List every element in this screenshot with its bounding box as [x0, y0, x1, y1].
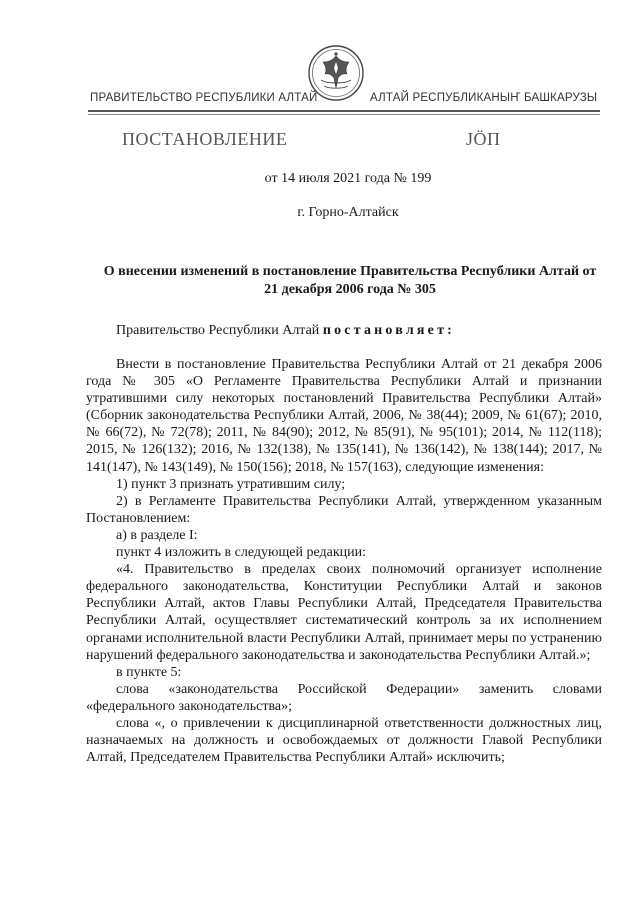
preamble — [116, 323, 455, 339]
header-divider — [88, 110, 600, 112]
government-name-russian: ПРАВИТЕЛЬСТВО РЕСПУБЛИКИ АЛТАЙ — [90, 92, 318, 104]
body-paragraph: 1) пункт 3 признать утратившим силу; — [116, 476, 346, 492]
body-paragraph: слова «законодательства Российской Федерации» заменить словами «федерального законодательства»; — [86, 681, 602, 714]
body-paragraph: слова «, о привлечении к дисциплинарной ответственности должностных лиц, назначаемых на должность и освобождаемых от должности Главой Республики Алтай, Председателем Правительства Республики Алтай» исключить; — [86, 715, 602, 766]
government-name-altai: АЛТАЙ РЕСПУБЛИКАНЫҤ БАШКАРУЗЫ — [370, 92, 598, 104]
date-text: от 14 июля 2021 года № 199 — [264, 171, 432, 186]
document-type-russian: ПОСТАНОВЛЕНИЕ — [122, 129, 288, 149]
preamble-text: Правительство Республики Алтай — [116, 323, 323, 338]
document-body — [86, 356, 602, 766]
document-city — [0, 205, 640, 221]
body-paragraph: а) в разделе I: — [116, 527, 198, 543]
body-paragraph: Внести в постановление Правительства Республики Алтай от 21 декабря 2006 года № 305 «О Регламенте Правительства Республики Алтай и признании утратившими силу некоторых постановлений Правительства Республики Алтай» (Сборник законодательства Республики Алтай, 2006, № 38(44); 2009, № 61(67); 2010, № 66(72), № 72(78); 2011, № 84(90); 2012, № 85(91), № 95(101); 2014, № 112(118); 2015, № 126(132); 2016, № 132(138), № 135(141), № 136(142), № 138(144); 2017, № 141(147), № 143(149), № 150(156); 2018, № 157(163), следующие изменения: — [86, 357, 602, 475]
document-type-altai: JÖП — [466, 129, 501, 149]
preamble-emphasis: постановляет: — [322, 323, 456, 338]
body-paragraph: в пункте 5: — [116, 664, 182, 680]
body-paragraph: пункт 4 изложить в следующей редакции: — [116, 545, 366, 561]
body-paragraph: «4. Правительство в пределах своих полномочий организует исполнение федерального законодательства, Конституции Республики Алтай и законов Республики Алтай, актов Главы Республики Алтай, Председателя Правительства Республики Алтай, осуществляет систематический контроль за их исполнением органами исполнительной власти Республики Алтай, принимает меры по устранению нарушений федерального законодательства и законодательства Республики Алтай.»; — [86, 562, 602, 663]
body-paragraph: 2) в Регламенте Правительства Республики Алтай, утвержденном указанным Постановлением: — [86, 493, 602, 526]
document-date — [0, 171, 640, 187]
header-divider-thin — [88, 114, 600, 115]
document-heading: О внесении изменений в постановление Правительства Республики Алтай от 21 декабря 2006 года № 305 — [103, 264, 597, 297]
city-text: г. Горно-Алтайск — [297, 205, 399, 220]
